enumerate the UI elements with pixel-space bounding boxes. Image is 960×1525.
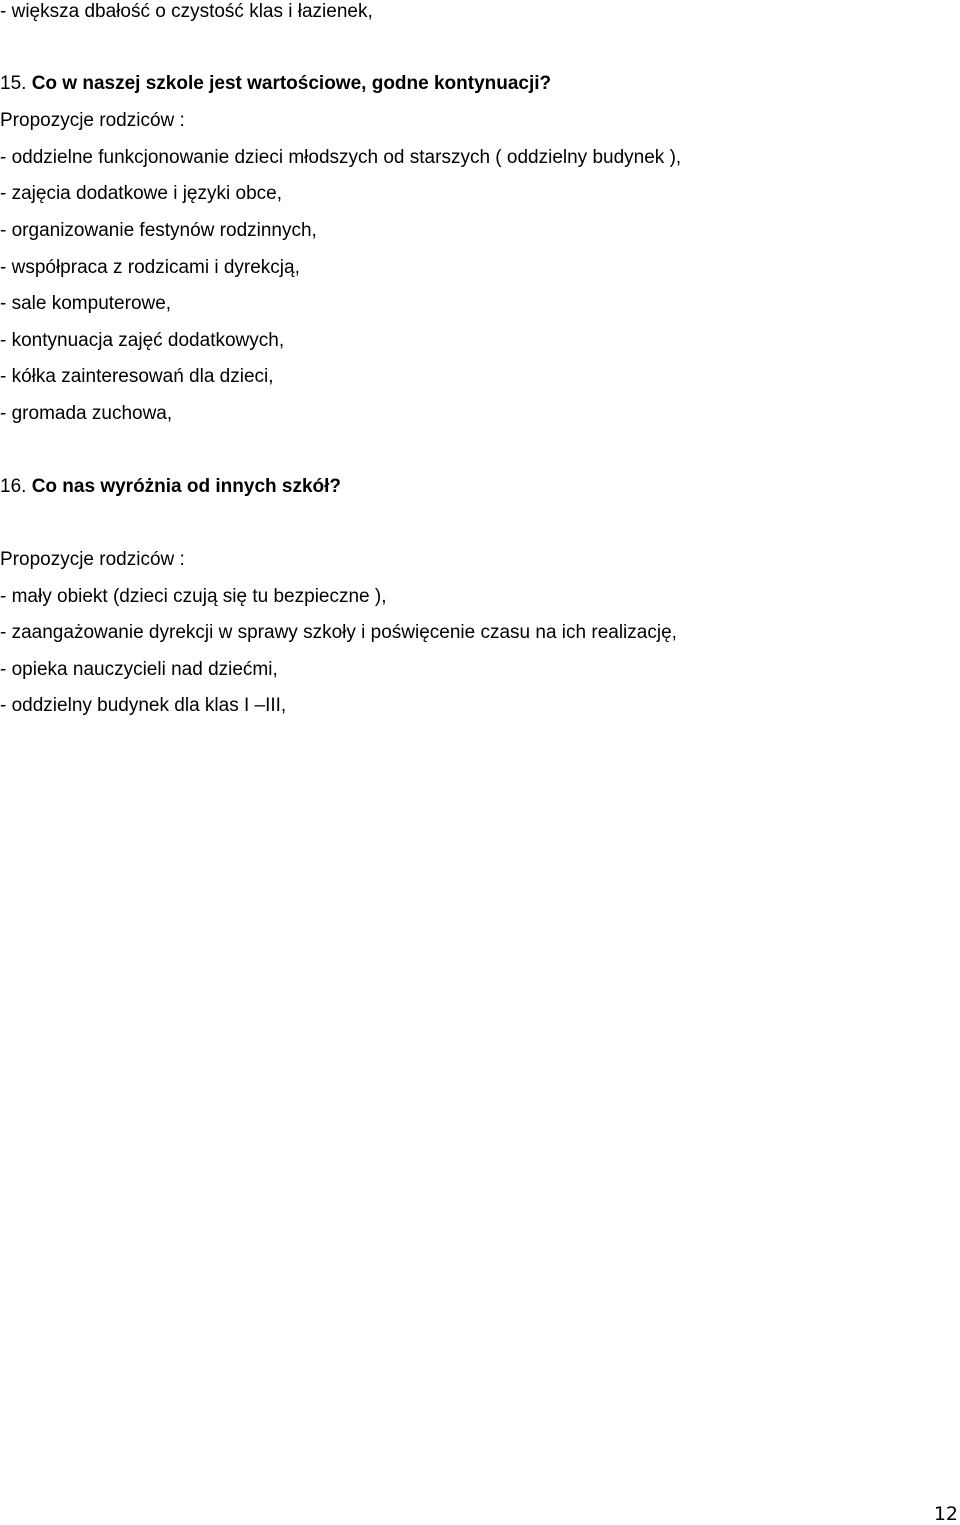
- list-item: - opieka nauczycieli nad dziećmi,: [0, 659, 278, 680]
- section-16-heading: [0, 475, 341, 499]
- section-15-title: Co w naszej szkole jest wartościowe, godne kontynuacji?: [31, 73, 552, 94]
- list-item: - gromada zuchowa,: [0, 403, 173, 424]
- page-number: 12: [933, 1503, 958, 1525]
- list-item: - oddzielne funkcjonowanie dzieci młodszych od starszych ( oddzielny budynek ),: [0, 147, 682, 168]
- list-item: - kontynuacja zajęć dodatkowych,: [0, 330, 285, 351]
- section-15-number: 15.: [0, 73, 27, 94]
- list-item: - mały obiekt (dzieci czują się tu bezpieczne ),: [0, 586, 387, 607]
- section-15-proposals-label: Propozycje rodziców :: [0, 110, 185, 131]
- section-16-number: 16.: [0, 476, 27, 497]
- list-item: - organizowanie festynów rodzinnych,: [0, 220, 317, 241]
- list-item: - kółka zainteresowań dla dzieci,: [0, 366, 274, 387]
- section-16-proposals-label: Propozycje rodziców :: [0, 549, 185, 570]
- list-item: - sale komputerowe,: [0, 293, 172, 314]
- list-item: - zaangażowanie dyrekcji w sprawy szkoły i poświęcenie czasu na ich realizację,: [0, 622, 677, 643]
- intro-line: - większa dbałość o czystość klas i łazienek,: [0, 1, 373, 22]
- list-item: - współpraca z rodzicami i dyrekcją,: [0, 257, 300, 278]
- list-item: - oddzielny budynek dla klas I –III,: [0, 695, 287, 716]
- section-15-heading: [0, 72, 551, 96]
- list-item: - zajęcia dodatkowe i języki obce,: [0, 183, 282, 204]
- section-16-title: Co nas wyróżnia od innych szkół?: [31, 476, 342, 497]
